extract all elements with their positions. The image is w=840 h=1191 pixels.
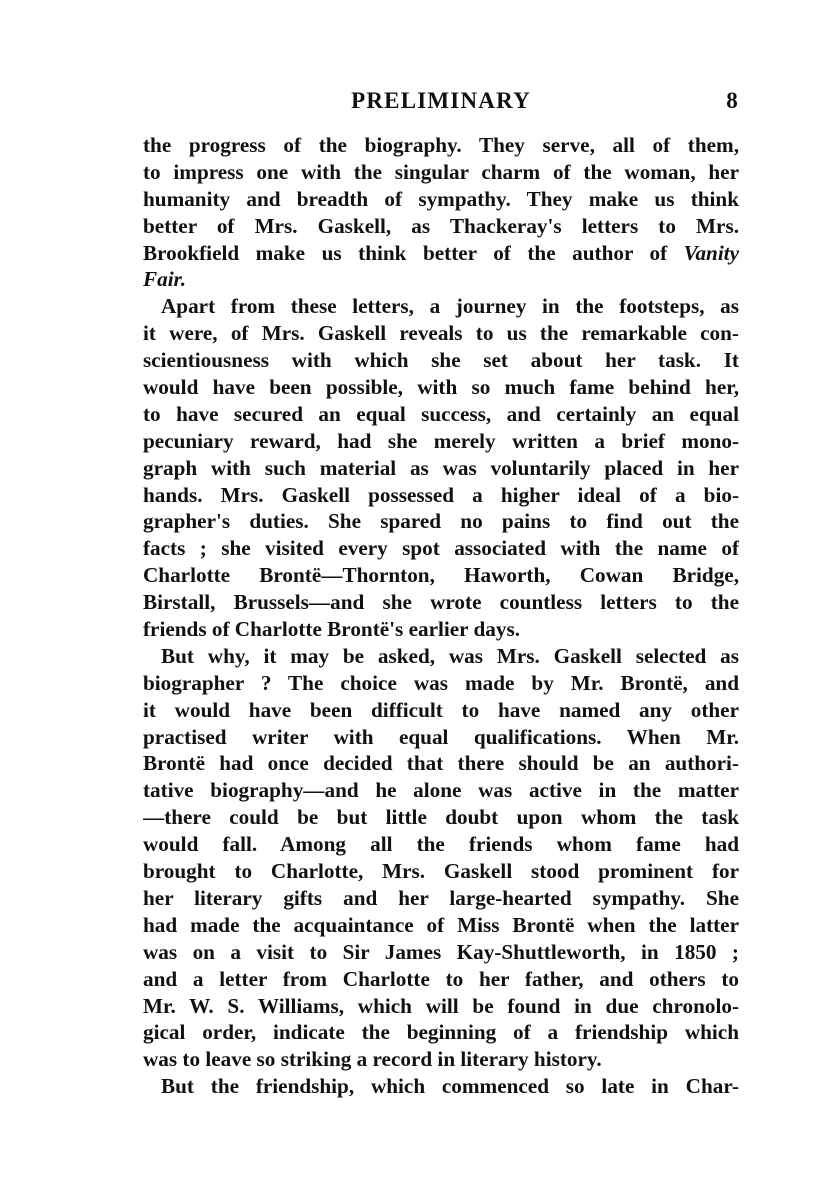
text-line: the progress of the biography. They serve, all of them, <box>143 133 739 157</box>
text-line: —there could be but little doubt upon whom the task <box>143 805 739 830</box>
text-line: it were, of Mrs. Gaskell reveals to us the remarkable con- <box>143 321 739 346</box>
paragraph-first-line: But why, it may be asked, was Mrs. Gaskell selected as <box>161 643 739 668</box>
text-line: Brontë had once decided that there should be an authori- <box>143 751 739 776</box>
text-line: was on a visit to Sir James Kay-Shuttleworth, in 1850 ; <box>143 939 739 964</box>
text-line: her literary gifts and her large-hearted sympathy. She <box>143 885 739 910</box>
text-line: would have been possible, with so much fame behind her, <box>143 375 739 400</box>
text-line: and a letter from Charlotte to her father, and others to <box>143 966 739 991</box>
text-line: humanity and breadth of sympathy. They make us think <box>143 186 739 211</box>
text-line: Mr. W. S. Williams, which will be found in due chronolo- <box>143 993 739 1018</box>
text-line: tative biography—and he alone was active in the matter <box>143 778 739 803</box>
text-line: would fall. Among all the friends whom fame had <box>143 832 739 857</box>
running-head: PRELIMINARY <box>351 88 531 113</box>
page-header <box>143 88 739 118</box>
text-line: was to leave so striking a record in literary history. <box>143 1047 602 1072</box>
text-line-with-title <box>143 240 739 267</box>
page-number: 8 <box>726 88 739 113</box>
text-line: grapher's duties. She spared no pains to find out the <box>143 509 739 534</box>
body-text <box>143 132 739 1100</box>
text-line: practised writer with equal qualifications. When Mr. <box>143 724 739 749</box>
text-line: scientiousness with which she set about her task. It <box>143 348 739 373</box>
text-line: better of Mrs. Gaskell, as Thackeray's letters to Mrs. <box>143 213 739 238</box>
text-line: biographer ? The choice was made by Mr. Brontë, and <box>143 670 739 695</box>
text-line: gical order, indicate the beginning of a friendship which <box>143 1020 739 1045</box>
paragraph-first-line: But the friendship, which commenced so late in Char- <box>161 1074 739 1099</box>
text-line: had made the acquaintance of Miss Brontë when the latter <box>143 912 739 937</box>
text-line: hands. Mrs. Gaskell possessed a higher ideal of a bio- <box>143 482 739 507</box>
text-line: pecuniary reward, had she merely written a brief mono- <box>143 428 739 453</box>
book-title-italic: Vanity <box>683 240 739 265</box>
text-span: Brookfield make us think better of the author of <box>143 240 668 265</box>
text-line: graph with such material as was voluntarily placed in her <box>143 455 739 480</box>
text-line: it would have been difficult to have named any other <box>143 697 739 722</box>
paragraph-first-line: Apart from these letters, a journey in the footsteps, as <box>161 294 739 319</box>
text-line: friends of Charlotte Brontë's earlier days. <box>143 617 521 642</box>
text-line: to impress one with the singular charm of the woman, her <box>143 159 739 184</box>
text-line: brought to Charlotte, Mrs. Gaskell stood prominent for <box>143 859 739 884</box>
book-title-italic-line: Fair. <box>143 267 186 292</box>
text-line: Charlotte Brontë—Thornton, Haworth, Cowan Bridge, <box>143 563 739 588</box>
text-line: to have secured an equal success, and certainly an equal <box>143 401 739 426</box>
text-line: Birstall, Brussels—and she wrote countless letters to the <box>143 590 739 615</box>
text-line: facts ; she visited every spot associated with the name of <box>143 536 739 561</box>
